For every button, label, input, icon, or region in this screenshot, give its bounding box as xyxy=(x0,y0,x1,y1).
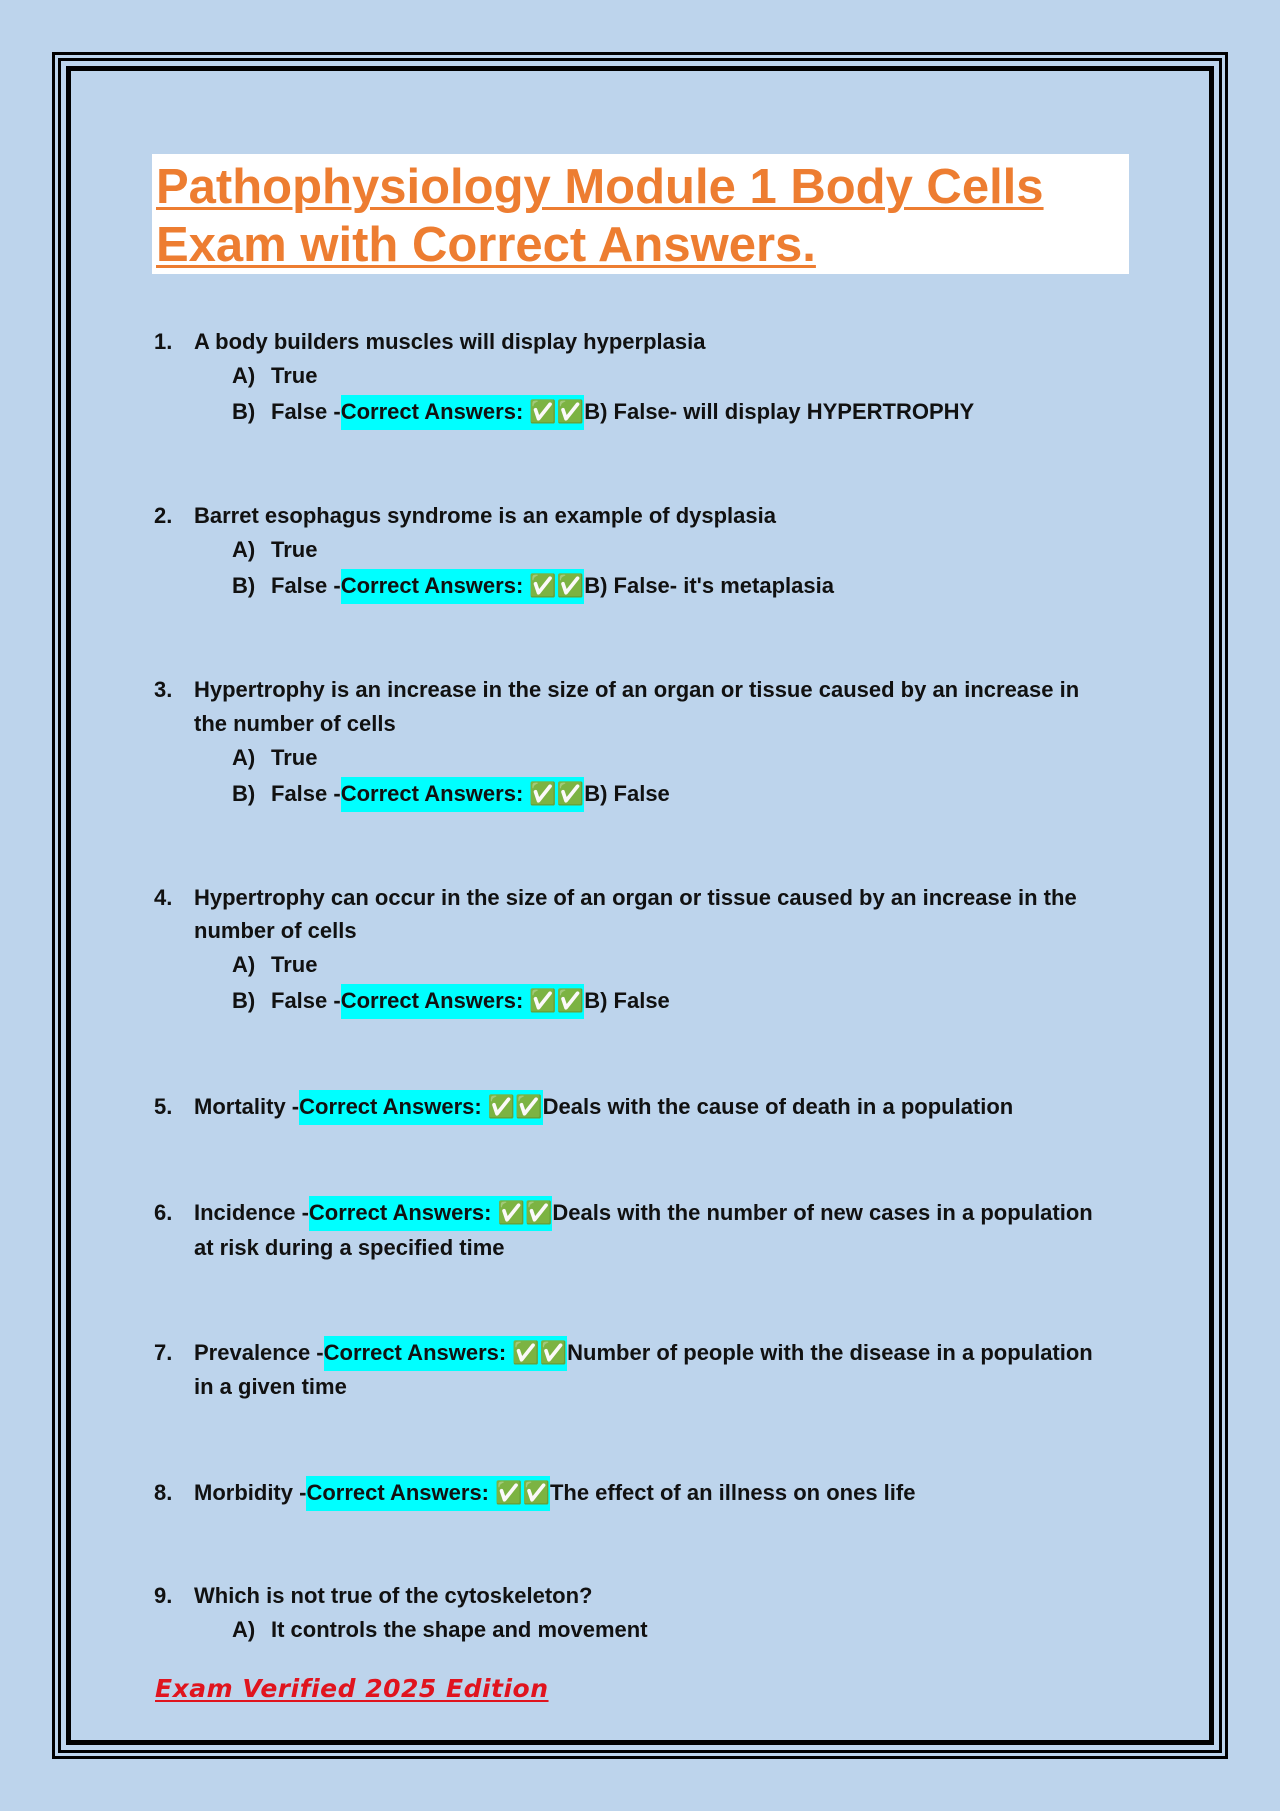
answer-text: B) False xyxy=(584,781,670,806)
question-answer-line xyxy=(194,1202,1093,1225)
option-letter: B) xyxy=(232,573,256,598)
correct-answer-highlight xyxy=(309,1196,553,1231)
answer-text-continued: at risk during a specified time xyxy=(194,1235,505,1260)
question-text-continued: number of cells xyxy=(194,918,357,943)
option-prefix: False - xyxy=(271,988,341,1013)
term-prefix: Morbidity - xyxy=(194,1480,307,1505)
correct-answer-highlight xyxy=(341,569,585,604)
correct-answer-highlight xyxy=(341,984,585,1019)
option-text: True xyxy=(271,745,318,770)
option-prefix: False - xyxy=(271,399,341,424)
correct-answer-highlight xyxy=(341,395,585,430)
question-text: A body builders muscles will display hyperplasia xyxy=(194,329,706,354)
correct-answer-label: Correct Answers: xyxy=(340,399,524,424)
question-number: 9. xyxy=(154,1583,173,1608)
option-letter: A) xyxy=(232,537,256,562)
correct-answer-highlight xyxy=(306,1476,550,1511)
option-letter: B) xyxy=(232,399,256,424)
question-number: 3. xyxy=(154,677,173,702)
double-check-icon: ✅✅ xyxy=(529,400,585,425)
correct-answer-label: Correct Answers: xyxy=(299,1094,482,1119)
question-answer-line xyxy=(194,1482,915,1505)
option-letter: A) xyxy=(232,363,256,388)
option-letter: A) xyxy=(232,1617,256,1642)
option-prefix: False - xyxy=(271,781,341,806)
option-text: True xyxy=(271,537,318,562)
question-number: 8. xyxy=(154,1480,173,1505)
correct-answer-highlight xyxy=(324,1336,568,1371)
correct-answer-label: Correct Answers: xyxy=(340,573,524,598)
answer-text: Deals with the number of new cases in a population xyxy=(552,1200,1093,1225)
option-answer-line xyxy=(271,575,834,598)
question-text-continued: the number of cells xyxy=(194,711,396,736)
option-text: It controls the shape and movement xyxy=(271,1617,648,1642)
term-prefix: Mortality - xyxy=(194,1094,300,1119)
correct-answer-label: Correct Answers: xyxy=(340,781,524,806)
option-letter: B) xyxy=(232,988,256,1013)
option-letter: B) xyxy=(232,781,256,806)
double-check-icon: ✅✅ xyxy=(529,574,585,599)
question-text: Hypertrophy is an increase in the size of an organ or tissue caused by an increase in xyxy=(194,677,1080,702)
option-prefix: False - xyxy=(271,573,341,598)
option-letter: A) xyxy=(232,952,256,977)
answer-text: B) False- will display HYPERTROPHY xyxy=(584,399,975,424)
answer-text-continued: in a given time xyxy=(194,1374,347,1399)
question-number: 6. xyxy=(154,1200,173,1225)
correct-answer-label: Correct Answers: xyxy=(306,1480,490,1505)
double-check-icon: ✅✅ xyxy=(529,782,585,807)
option-answer-line xyxy=(271,990,670,1013)
correct-answer-label: Correct Answers: xyxy=(340,988,524,1013)
option-text: True xyxy=(271,952,318,977)
answer-text: B) False xyxy=(584,988,670,1013)
answer-text: Number of people with the disease in a population xyxy=(567,1340,1093,1365)
page-title-line-1: Pathophysiology Module 1 Body Cells xyxy=(156,160,1044,214)
question-number: 4. xyxy=(154,885,173,910)
option-text: True xyxy=(271,363,318,388)
correct-answer-label: Correct Answers: xyxy=(323,1340,507,1365)
double-check-icon: ✅✅ xyxy=(487,1095,543,1120)
term-prefix: Prevalence - xyxy=(194,1340,324,1365)
question-number: 2. xyxy=(154,503,173,528)
option-letter: A) xyxy=(232,745,256,770)
answer-text: B) False- it's metaplasia xyxy=(584,573,834,598)
question-number: 1. xyxy=(154,329,173,354)
correct-answer-label: Correct Answers: xyxy=(308,1200,492,1225)
question-number: 7. xyxy=(154,1340,173,1365)
page-title-line-2: Exam with Correct Answers. xyxy=(156,218,816,272)
question-number: 5. xyxy=(154,1094,173,1119)
option-answer-line xyxy=(271,783,670,806)
correct-answer-highlight xyxy=(341,777,585,812)
answer-text: The effect of an illness on ones life xyxy=(549,1480,916,1505)
question-answer-line xyxy=(194,1342,1093,1365)
question-answer-line xyxy=(194,1096,1013,1119)
correct-answer-highlight xyxy=(299,1090,543,1125)
option-answer-line xyxy=(271,401,974,424)
double-check-icon: ✅✅ xyxy=(512,1341,568,1366)
double-check-icon: ✅✅ xyxy=(497,1201,553,1226)
double-check-icon: ✅✅ xyxy=(495,1481,550,1506)
double-check-icon: ✅✅ xyxy=(529,989,585,1014)
answer-text: Deals with the cause of death in a population xyxy=(542,1094,1014,1119)
term-prefix: Incidence - xyxy=(194,1200,309,1225)
question-text: Hypertrophy can occur in the size of an organ or tissue caused by an increase in the xyxy=(194,885,1077,910)
footer-edition-note: Exam Verified 2025 Edition xyxy=(155,1674,549,1703)
question-text: Which is not true of the cytoskeleton? xyxy=(194,1583,593,1608)
question-text: Barret esophagus syndrome is an example of dysplasia xyxy=(194,503,776,528)
